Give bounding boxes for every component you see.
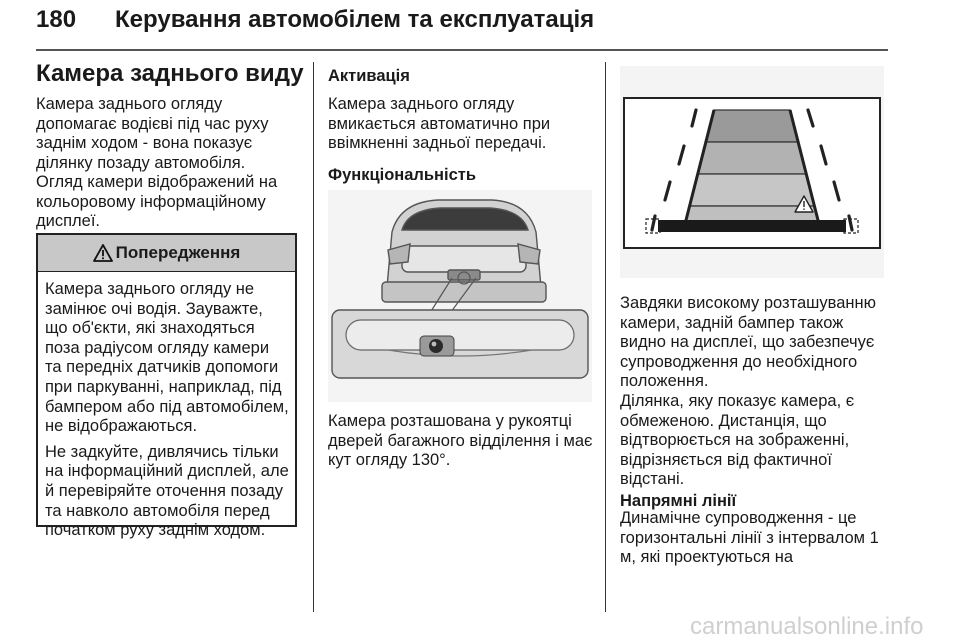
rear-camera-display-illustration xyxy=(620,66,884,278)
figure-caption: Камера розташована у рукоятці дверей багажного відділення і має кут огляду 130°. xyxy=(328,412,593,470)
display-paragraph-2: Ділянка, яку показує камера, є обмеженою. Дистанція, що відтворюється на зображенні, відрізняється від фактичної відстані. xyxy=(620,392,855,489)
bumper-line xyxy=(658,220,846,232)
warning-box xyxy=(36,233,297,540)
guidelines-heading: Напрямні лінії xyxy=(620,492,737,510)
activation-heading: Активація xyxy=(328,67,410,85)
column-divider-left xyxy=(313,62,314,612)
column-divider-right xyxy=(605,62,606,612)
camera-lens-icon xyxy=(429,339,443,353)
warning-header xyxy=(38,235,295,272)
header-divider xyxy=(36,49,888,51)
warning-title: Попередження xyxy=(115,243,241,262)
function-heading: Функціональність xyxy=(328,166,477,184)
car-rear-drawing xyxy=(382,200,546,302)
page-number: 180 xyxy=(36,6,77,33)
intro-paragraph-1: Камера заднього огляду допомагає водієві під час руху заднім ходом - вона показує ділянку позаду автомобіля. xyxy=(36,95,269,172)
warning-paragraph-2: Не задкуйте, дивлячись тільки на інформаційний дисплей, але й перевіряйте оточення позаду та навколо автомобіля перед початком руху заднім ходом. xyxy=(45,442,289,540)
activation-text: Камера заднього огляду вмикається автоматично при ввімкненні задньої передачі. xyxy=(328,95,551,153)
handle-closeup xyxy=(332,310,588,378)
intro-paragraph-2: Огляд камери відображений на кольоровому інформаційному дисплеї. xyxy=(36,173,278,231)
display-paragraph-1: Завдяки високому розташуванню камери, задній бампер також видно на дисплеї, що забезпечує супроводження до необхідного положення. xyxy=(620,294,876,391)
warning-paragraph-1: Камера заднього огляду не замінює очі водія. Зауважте, що об'єкти, які знаходяться поза радіусом огляду камери та передніх датчиків допомоги при паркуванні, наприклад, під бампером або під автомобілем, не відображаються. xyxy=(45,280,289,436)
camera-location-illustration xyxy=(328,190,592,402)
guidelines-text: Динамічне супроводження - це горизонтальні лінії з інтервалом 1 м, які проектуються на xyxy=(620,509,879,567)
chapter-title: Керування автомобілем та експлуатація xyxy=(115,6,595,33)
warning-triangle-icon xyxy=(93,244,113,262)
watermark: carmanualsonline.info xyxy=(690,613,924,640)
section-title: Камера заднього виду xyxy=(36,60,304,87)
